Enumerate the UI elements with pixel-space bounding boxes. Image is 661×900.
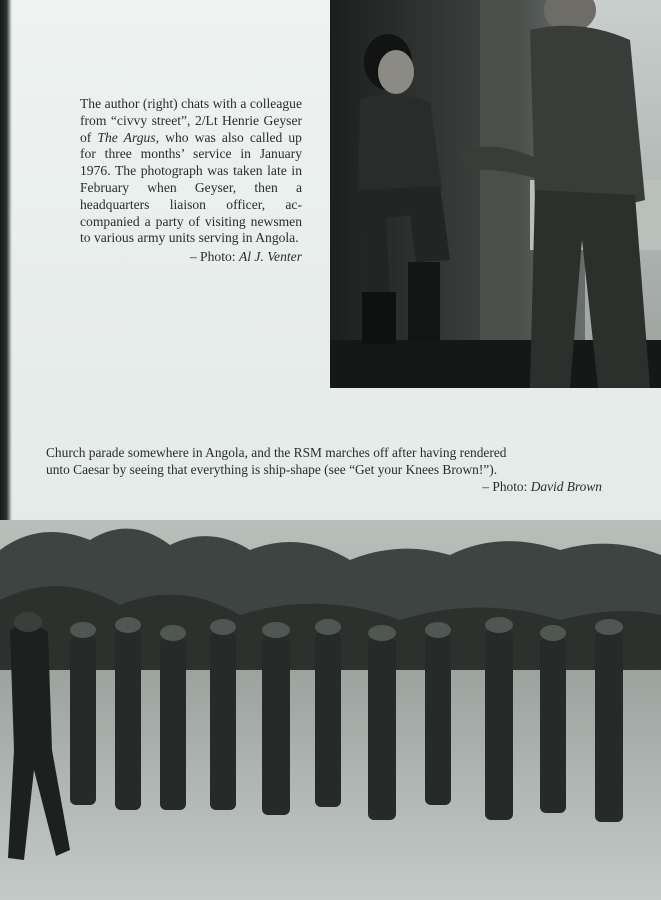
caption-top-line: companied a party of visiting [80, 213, 246, 229]
caption-top-line: The photograph was taken late [114, 163, 287, 179]
photo-credit-top [80, 249, 302, 266]
caption-top-line: colleague from “civvy street”, [80, 96, 302, 128]
caption-bottom [46, 444, 606, 495]
caption-top-line: 2/Lt Henrie Geyser of [80, 112, 303, 145]
caption-top-line: a headquarters liaison officer, ac- [80, 179, 302, 212]
photo-author-and-colleague [330, 0, 661, 388]
caption-top-line: who was also called up for three [80, 129, 302, 162]
publication-name: The Argus, [97, 129, 160, 145]
caption-bottom-line: unto Caesar by seeing that everything is ship-shape (see “Get your Knees Brown!”). [46, 462, 498, 477]
photo-author-illustration [330, 0, 661, 388]
caption-top-line: in February when Geyser, then [80, 163, 302, 195]
photo-church-parade [0, 520, 661, 900]
caption-top-line: The author (right) chats with a [80, 96, 247, 111]
credit-name: David Brown [530, 479, 602, 494]
caption-top-line: newsmen to various army units [80, 213, 303, 246]
credit-name: Al J. Venter [238, 249, 302, 265]
caption-top-line: serving in Angola. [198, 230, 299, 246]
caption-top [80, 96, 302, 266]
photo-parade-illustration [0, 520, 661, 900]
photo-credit-bottom [46, 478, 606, 495]
credit-prefix: – Photo: [189, 249, 239, 265]
caption-top-line: months’ service in January 1976. [80, 146, 303, 179]
caption-bottom-line: Church parade somewhere in Angola, and the RSM marches off after having rendered [46, 445, 507, 460]
credit-prefix: – Photo: [482, 479, 531, 494]
page-binding-shadow [0, 0, 12, 520]
